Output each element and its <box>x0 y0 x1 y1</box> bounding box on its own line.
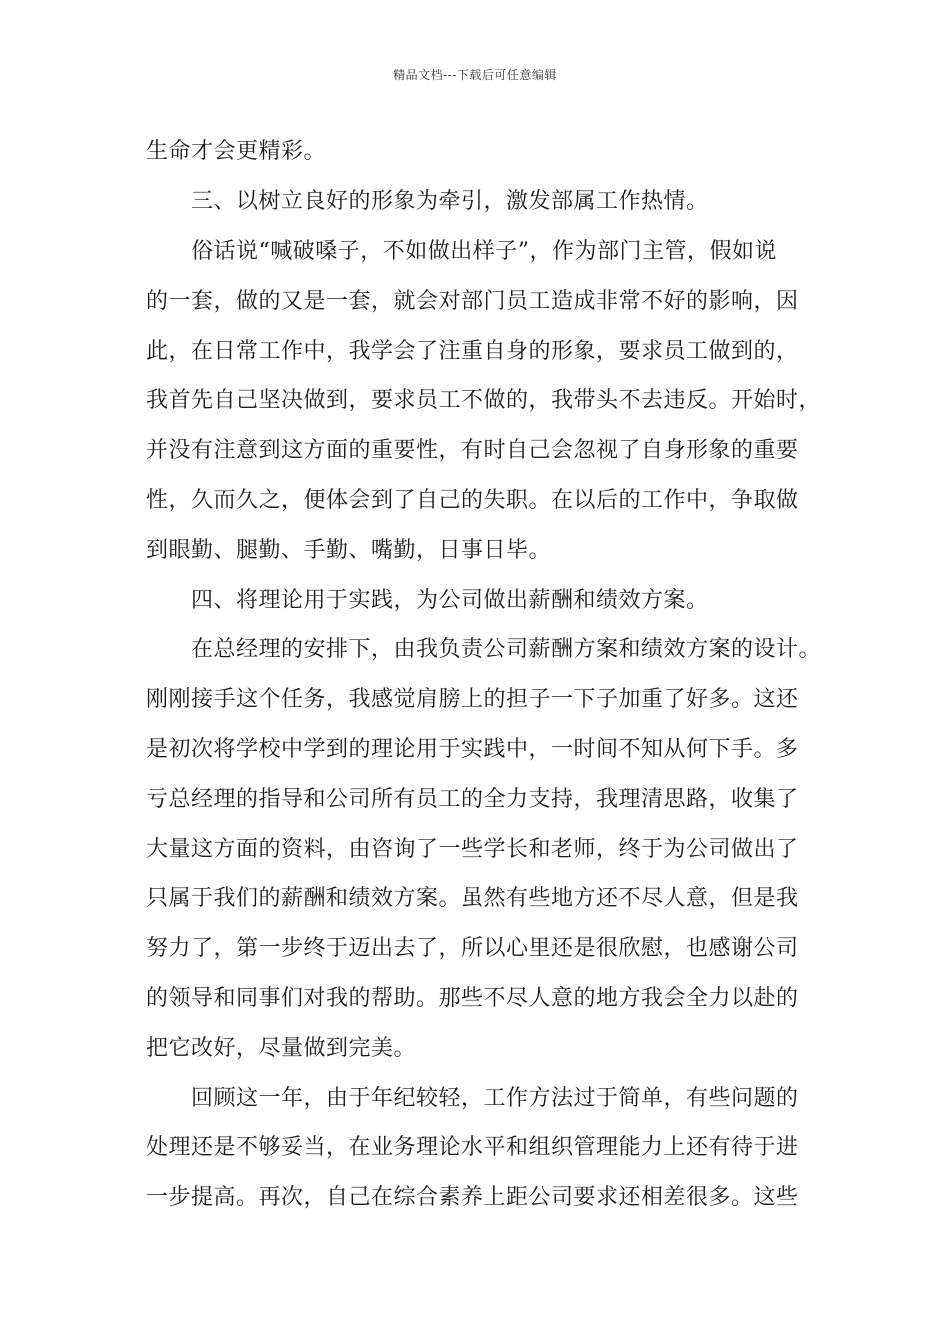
body-line: 此，在日常工作中，我学会了注重自身的形象，要求员工做到的， <box>146 339 799 364</box>
body-line: 的一套，做的又是一套，就会对部门员工造成非常不好的影响，因 <box>146 289 799 314</box>
body-line: 四、将理论用于实践，为公司做出薪酬和绩效方案。 <box>146 588 709 613</box>
body-line: 的领导和同事们对我的帮助。那些不尽人意的地方我会全力以赴的 <box>146 986 799 1011</box>
body-line: 三、以树立良好的形象为牵引，激发部属工作热情。 <box>146 189 709 214</box>
body-line: 努力了，第一步终于迈出去了，所以心里还是很欣慰，也感谢公司 <box>146 936 799 961</box>
body-line: 一步提高。再次，自己在综合素养上距公司要求还相差很多。这些 <box>146 1185 799 1210</box>
body-line: 刚刚接手这个任务，我感觉肩膀上的担子一下子加重了好多。这还 <box>146 687 799 712</box>
body-line: 俗话说“喊破嗓子，不如做出样子”，作为部门主管，假如说 <box>146 239 777 264</box>
body-line: 处理还是不够妥当，在业务理论水平和组织管理能力上还有待于进 <box>146 1135 799 1160</box>
body-line: 亏总经理的指导和公司所有员工的全力支持，我理清思路，收集了 <box>146 787 799 812</box>
body-line: 把它改好，尽量做到完美。 <box>146 1036 417 1061</box>
body-line: 并没有注意到这方面的重要性，有时自己会忽视了自身形象的重要 <box>146 438 799 463</box>
body-line: 生命才会更精彩。 <box>146 139 327 164</box>
body-line: 到眼勤、腿勤、手勤、嘴勤，日事日毕。 <box>146 538 552 563</box>
body-line: 只属于我们的薪酬和绩效方案。虽然有些地方还不尽人意，但是我 <box>146 886 799 911</box>
body-line: 是初次将学校中学到的理论用于实践中，一时间不知从何下手。多 <box>146 737 799 762</box>
body-line: 我首先自己坚决做到，要求员工不做的，我带头不去违反。开始时， <box>146 388 822 413</box>
body-line: 性，久而久之，便体会到了自己的失职。在以后的工作中，争取做 <box>146 488 799 513</box>
body-line: 在总经理的安排下，由我负责公司薪酬方案和绩效方案的设计。 <box>146 637 822 662</box>
body-line: 回顾这一年，由于年纪较轻，工作方法过于简单，有些问题的 <box>146 1086 799 1111</box>
page-header: 精品文档---下载后可任意编辑 <box>393 68 557 82</box>
body-line: 大量这方面的资料，由咨询了一些学长和老师，终于为公司做出了 <box>146 837 799 862</box>
